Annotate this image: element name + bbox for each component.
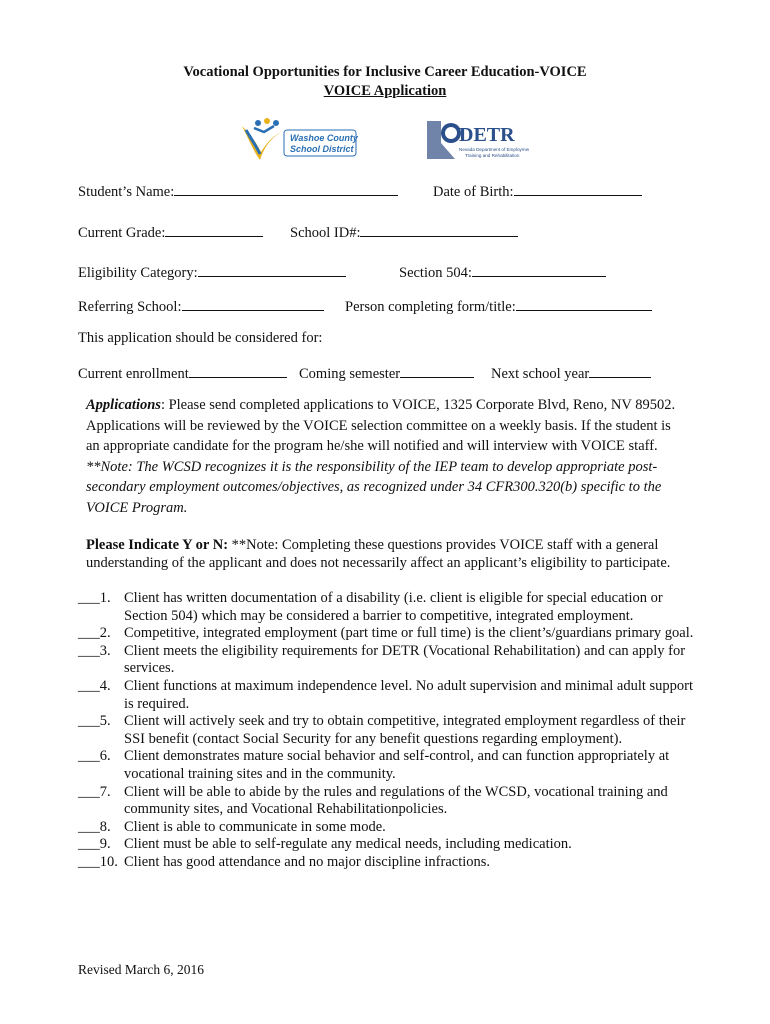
item-blank[interactable]: ___4. (78, 677, 111, 694)
referring-school-label: Referring School: (78, 299, 182, 315)
detr-logo-name: DETR (459, 124, 515, 146)
list-item (78, 678, 698, 713)
referring-school-row (78, 296, 324, 316)
person-completing-input[interactable] (516, 296, 652, 311)
applications-note: **Note: The WCSD recognizes it is the responsibility of the IEP team to develop appropriate post-secondary employment outcomes/objectives, as recognized under 34 CFR300.320(b) specific to the VOICE Program. (86, 458, 662, 516)
school-id-row (290, 222, 518, 242)
item-text: Client will actively seek and try to obtain competitive, integrated employment regardless of their SSI benefit (contact Social Security for any benefit questions regarding employment). (124, 713, 686, 747)
item-text: Client is able to communicate in some mode. (124, 818, 386, 835)
student-name-row (78, 181, 398, 201)
next-school-year-input[interactable] (589, 363, 651, 378)
student-name-input[interactable] (174, 181, 398, 196)
list-item (78, 819, 698, 837)
indicate-text: **Note: Completing these questions provides VOICE staff with a general understanding of the applicant and does not necessarily affect an applicant’s eligibility to participate. (86, 537, 671, 571)
document-title: Vocational Opportunities for Inclusive Career Education-VOICE (183, 64, 587, 80)
applications-text: : Please send completed applications to VOICE, 1325 Corporate Blvd, Reno, NV 89502. Applications will be reviewed by the VOICE selection committee on a weekly basis. If the student is an appropriate candidate for the program he/she will notified and will interview with VOICE staff. (86, 397, 676, 454)
document-subtitle: VOICE Application (323, 83, 447, 99)
person-completing-row (345, 296, 652, 316)
indicate-label: Please Indicate Y or N: (86, 537, 229, 553)
item-blank[interactable]: ___6. (78, 748, 111, 765)
referring-school-input[interactable] (182, 296, 324, 311)
item-text: Competitive, integrated employment (part time or full time) is the client’s/guardians primary goal. (124, 625, 694, 642)
list-item (78, 836, 698, 854)
revised-date: Revised March 6, 2016 (78, 962, 204, 977)
wcsd-logo (236, 116, 358, 162)
person-completing-label: Person completing form/title: (345, 299, 516, 315)
section-504-input[interactable] (472, 262, 606, 277)
item-blank[interactable]: ___5. (78, 713, 111, 730)
list-item (78, 590, 698, 625)
list-item (78, 713, 698, 748)
school-id-input[interactable] (360, 222, 518, 237)
item-text: Client demonstrates mature social behavior and self-control, and can function appropriately at vocational training sites and in the community. (124, 748, 670, 782)
list-item (78, 854, 698, 872)
school-id-label: School ID#: (290, 225, 361, 241)
applications-paragraph (86, 395, 686, 518)
item-blank[interactable]: ___10. (78, 853, 118, 870)
date-of-birth-input[interactable] (514, 181, 642, 196)
current-enrollment-row (78, 363, 287, 383)
consider-for-label: This application should be considered for: (78, 330, 323, 346)
item-blank[interactable]: ___9. (78, 836, 111, 853)
date-of-birth-row (433, 181, 642, 201)
item-text: Client functions at maximum independence level. No adult supervision and minimal adult support is required. (124, 677, 694, 712)
item-text: Client has good attendance and no major discipline infractions. (124, 853, 491, 870)
checklist (78, 590, 698, 872)
current-grade-row (78, 222, 263, 242)
detr-logo-line2: Training and Rehabilitation (465, 153, 520, 158)
eligibility-category-row (78, 262, 346, 282)
coming-semester-label: Coming semester (299, 366, 401, 382)
current-grade-label: Current Grade: (78, 225, 166, 241)
item-blank[interactable]: ___2. (78, 625, 111, 642)
list-item (78, 643, 698, 678)
detr-logo (425, 117, 529, 163)
coming-semester-input[interactable] (400, 363, 474, 378)
eligibility-category-input[interactable] (198, 262, 346, 277)
date-of-birth-label: Date of Birth: (433, 184, 514, 200)
list-item (78, 784, 698, 819)
item-blank[interactable]: ___3. (78, 642, 111, 659)
section-504-row (399, 262, 606, 282)
wcsd-logo-line2: School District (290, 144, 354, 154)
wcsd-logo-line1: Washoe County (290, 133, 358, 143)
detr-logo-line1: Nevada Department of Employment, (459, 147, 529, 152)
item-text: Client will be able to abide by the rules and regulations of the WCSD, vocational training and community sites, and Vocational Rehabilitationpolicies. (124, 783, 668, 818)
current-grade-input[interactable] (165, 222, 263, 237)
student-name-label: Student’s Name: (78, 184, 175, 200)
applications-label: Applications (86, 397, 161, 413)
coming-semester-row (299, 363, 474, 383)
list-item (78, 625, 698, 643)
current-enrollment-label: Current enrollment (78, 366, 189, 382)
next-school-year-row (491, 363, 651, 383)
item-blank[interactable]: ___7. (78, 783, 111, 800)
item-text: Client has written documentation of a disability (i.e. client is eligible for special education or Section 504) which may be considered a barrier to competitive, integrated employment. (124, 590, 663, 624)
item-blank[interactable]: ___8. (78, 818, 111, 835)
item-text: Client must be able to self-regulate any medical needs, including medication. (124, 836, 572, 853)
item-blank[interactable]: ___1. (78, 590, 111, 606)
next-school-year-label: Next school year (491, 366, 590, 382)
indicate-paragraph (86, 537, 686, 572)
eligibility-category-label: Eligibility Category: (78, 265, 198, 281)
item-text: Client meets the eligibility requirements for DETR (Vocational Rehabilitation) and can apply for services. (124, 642, 686, 677)
list-item (78, 748, 698, 783)
section-504-label: Section 504: (399, 265, 472, 281)
current-enrollment-input[interactable] (189, 363, 287, 378)
